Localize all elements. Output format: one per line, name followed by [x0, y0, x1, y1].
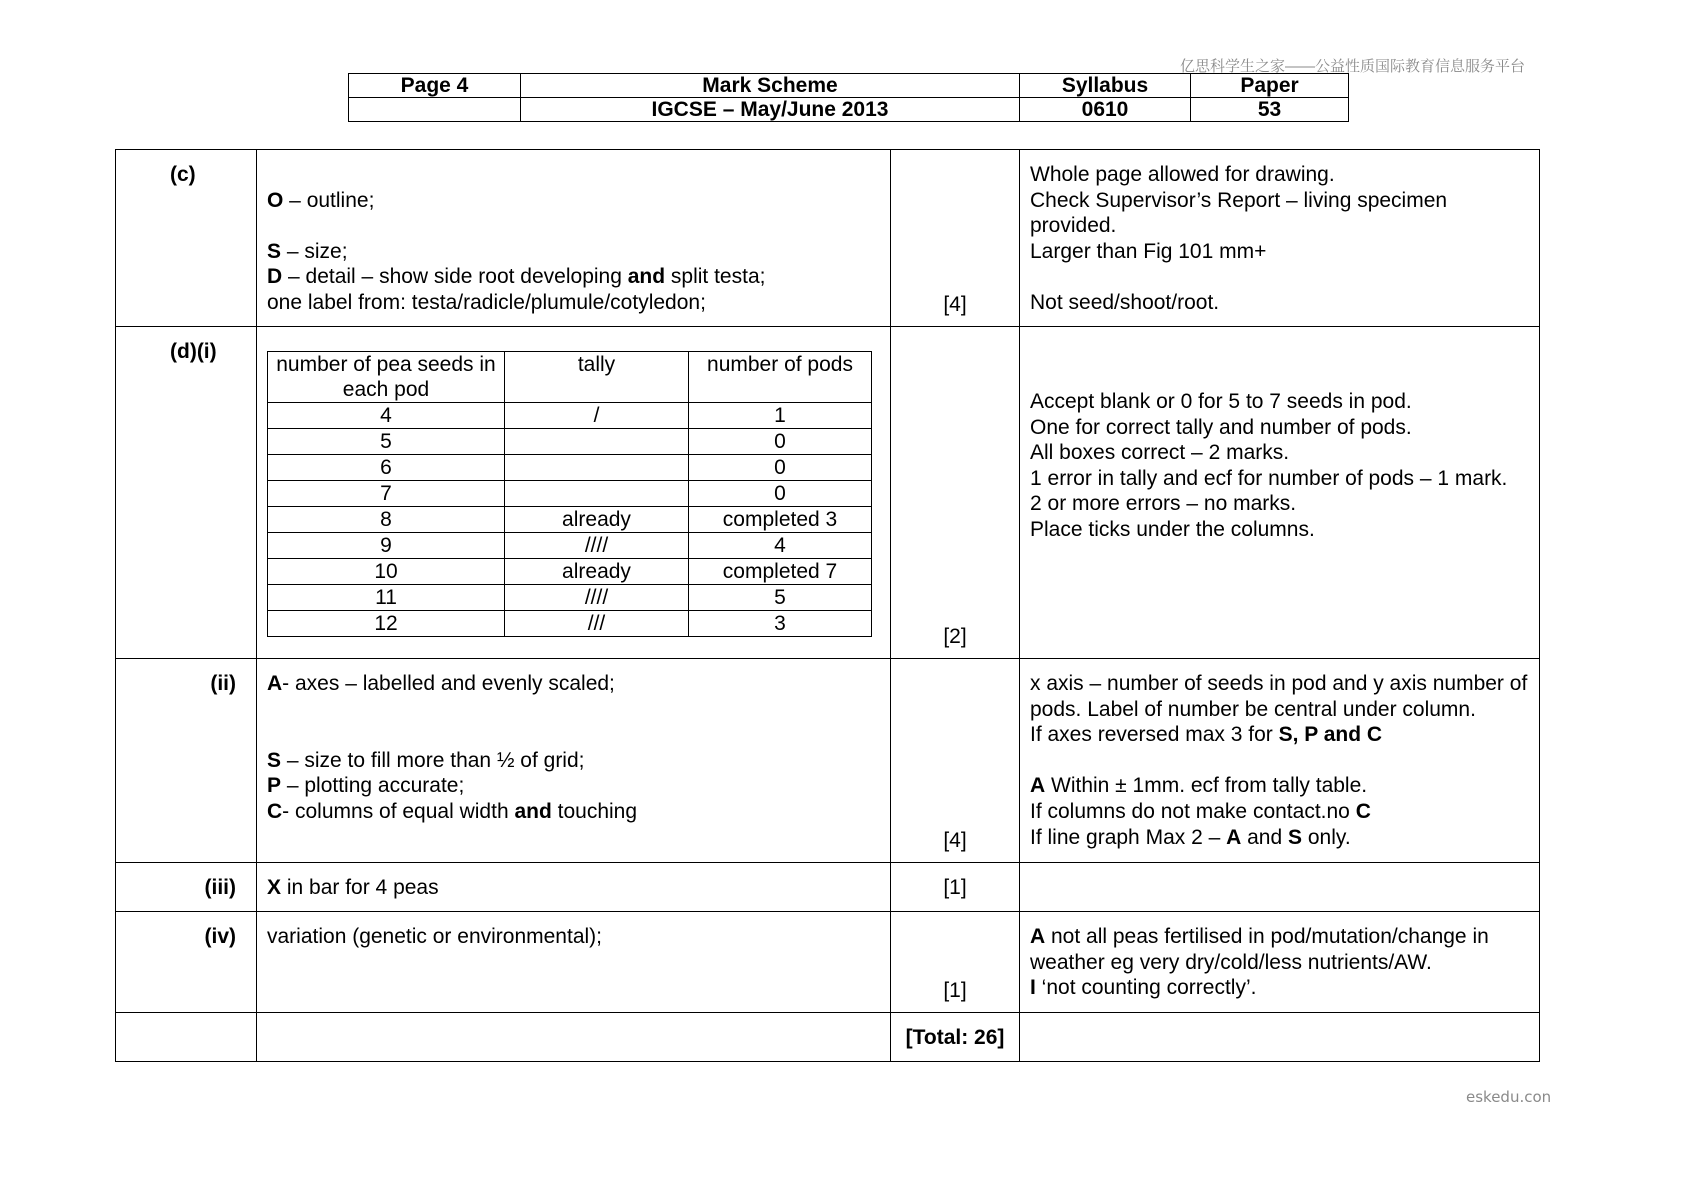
tally-row [268, 455, 872, 481]
tally-table [267, 351, 872, 637]
question-label: (iv) [116, 912, 257, 1013]
tally-cell: / [505, 403, 689, 429]
marks-cell: [4] [891, 150, 1020, 327]
tally-cell: 12 [268, 611, 505, 637]
tally-cell: /// [505, 611, 689, 637]
tally-cell: 0 [689, 481, 872, 507]
header-table [348, 73, 1349, 122]
tally-row [268, 585, 872, 611]
tally-cell: 9 [268, 533, 505, 559]
row-ii [116, 659, 1540, 863]
tally-cell: 4 [689, 533, 872, 559]
tally-row [268, 559, 872, 585]
marks-cell: [2] [891, 327, 1020, 659]
tally-cell: 7 [268, 481, 505, 507]
answer-cell: O – outline; S – size; D – detail – show side root developing and split testa; one label from: testa/radicle/plumule/cotyledon; [257, 150, 891, 327]
tally-cell: 5 [689, 585, 872, 611]
header-syllabus-label: Syllabus [1020, 74, 1191, 98]
tally-cell: //// [505, 533, 689, 559]
answer-cell: A- axes – labelled and evenly scaled; S – size to fill more than ½ of grid; P – plotting accurate; C- columns of equal width and touching [257, 659, 891, 863]
tally-row [268, 611, 872, 637]
header-paper-label: Paper [1191, 74, 1349, 98]
tally-header: number of pods [689, 352, 872, 403]
question-label: (c) [116, 150, 257, 327]
tally-cell: 3 [689, 611, 872, 637]
tally-cell [505, 455, 689, 481]
row-d-i [116, 327, 1540, 659]
tally-header-row [268, 352, 872, 403]
marks-cell: [1] [891, 912, 1020, 1013]
question-label: (iii) [116, 863, 257, 912]
watermark-top: 亿思科学生之家——公益性质国际教育信息服务平台 [1180, 58, 1526, 75]
guidance-cell: x axis – number of seeds in pod and y axis number of pods. Label of number be central under column. If axes reversed max 3 for S, P and C A Within ± 1mm. ecf from tally table. If columns do not make contact.no C If line graph Max 2 – A and S only. [1020, 659, 1540, 863]
tally-cell: completed 7 [689, 559, 872, 585]
tally-header: tally [505, 352, 689, 403]
guidance-cell: A not all peas fertilised in pod/mutation/change in weather eg very dry/cold/less nutrients/AW. I ‘not counting correctly’. [1020, 912, 1540, 1013]
tally-row [268, 507, 872, 533]
marks-cell: [4] [891, 659, 1020, 863]
tally-cell: 10 [268, 559, 505, 585]
tally-cell: 0 [689, 455, 872, 481]
tally-row [268, 533, 872, 559]
question-label: (ii) [116, 659, 257, 863]
guidance-cell: Accept blank or 0 for 5 to 7 seeds in pod. One for correct tally and number of pods. All boxes correct – 2 marks. 1 error in tally and ecf for number of pods – 1 mark. 2 or more errors – no marks. Place ticks under the columns. [1020, 327, 1540, 659]
tally-cell: already [505, 559, 689, 585]
header-title: Mark Scheme [521, 74, 1020, 98]
answer-cell: variation (genetic or environmental); [257, 912, 891, 1013]
header-empty [349, 98, 521, 122]
tally-cell: already [505, 507, 689, 533]
total-empty [116, 1013, 257, 1062]
tally-row [268, 403, 872, 429]
row-iv [116, 912, 1540, 1013]
tally-cell: 1 [689, 403, 872, 429]
marks-cell: [1] [891, 863, 1020, 912]
tally-cell: 8 [268, 507, 505, 533]
tally-cell: 5 [268, 429, 505, 455]
tally-row [268, 429, 872, 455]
answer-cell [257, 327, 891, 659]
tally-cell: 6 [268, 455, 505, 481]
row-total [116, 1013, 1540, 1062]
tally-cell: //// [505, 585, 689, 611]
tally-cell: 4 [268, 403, 505, 429]
header-syllabus: 0610 [1020, 98, 1191, 122]
row-c [116, 150, 1540, 327]
tally-header: number of pea seeds in each pod [268, 352, 505, 403]
mark-scheme-table [115, 149, 1540, 1062]
tally-cell: completed 3 [689, 507, 872, 533]
answer-cell: X in bar for 4 peas [257, 863, 891, 912]
tally-row [268, 481, 872, 507]
guidance-cell: Whole page allowed for drawing. Check Supervisor’s Report – living specimen provided. Larger than Fig 101 mm+ Not seed/shoot/root. [1020, 150, 1540, 327]
tally-cell: 11 [268, 585, 505, 611]
question-label: (d)(i) [116, 327, 257, 659]
header-page: Page 4 [349, 74, 521, 98]
total-empty [257, 1013, 891, 1062]
row-iii [116, 863, 1540, 912]
total-marks: [Total: 26] [891, 1013, 1020, 1062]
guidance-cell [1020, 863, 1540, 912]
tally-cell: 0 [689, 429, 872, 455]
header-paper: 53 [1191, 98, 1349, 122]
tally-cell [505, 429, 689, 455]
total-empty [1020, 1013, 1540, 1062]
tally-cell [505, 481, 689, 507]
header-exam: IGCSE – May/June 2013 [521, 98, 1020, 122]
watermark-bottom: eskedu.con [1466, 1088, 1552, 1106]
